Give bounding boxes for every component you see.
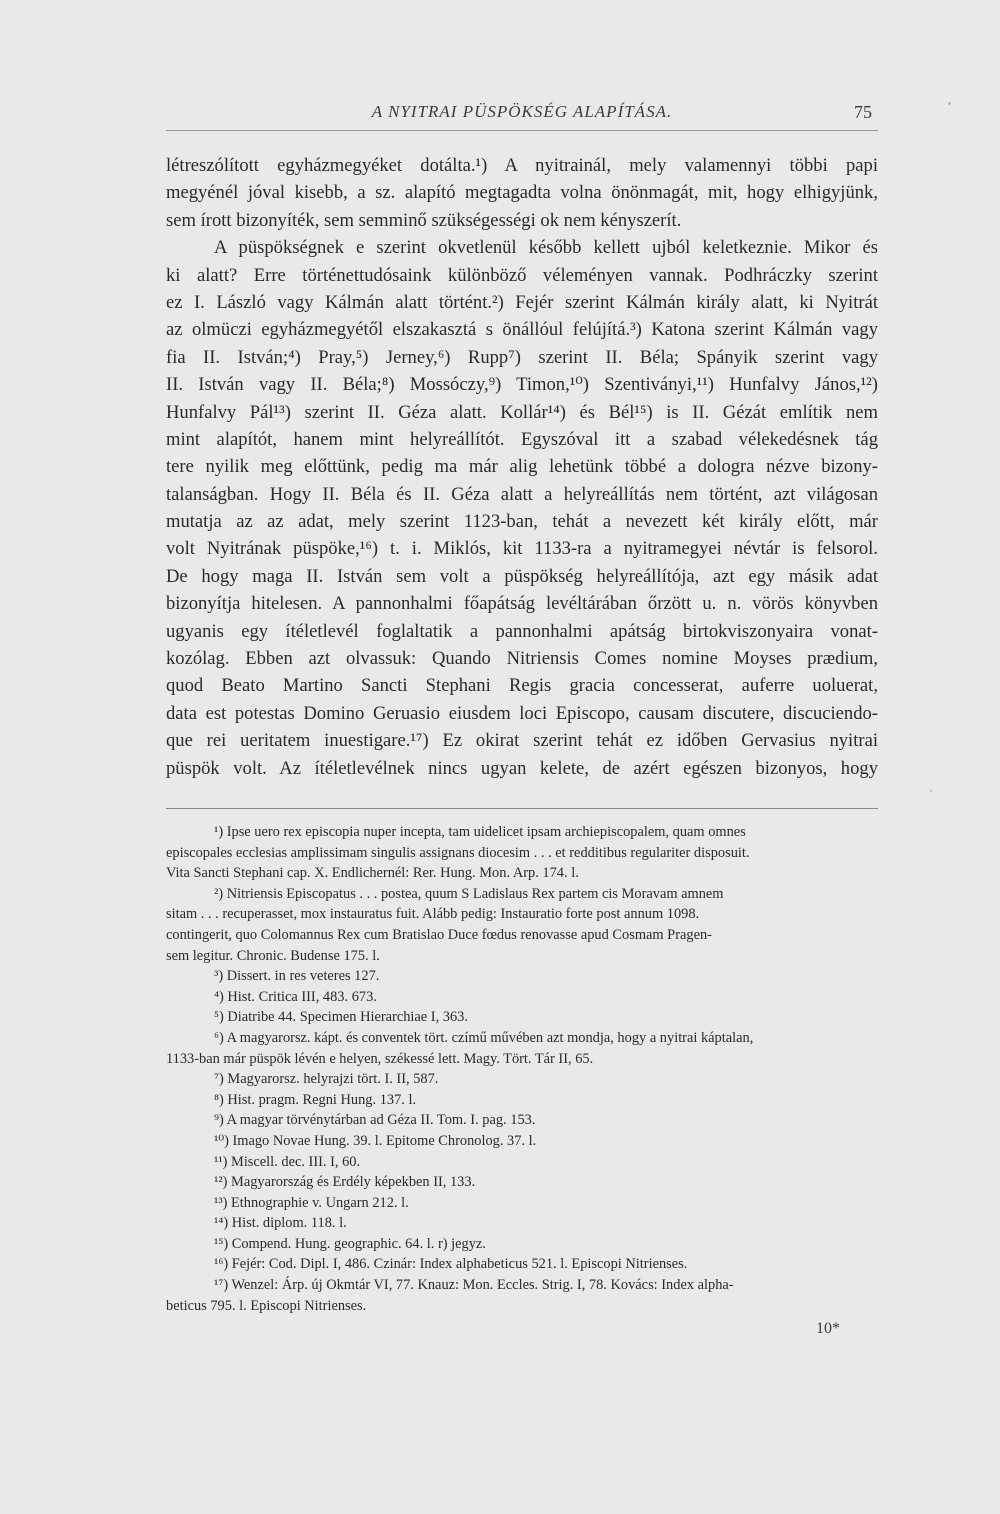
text-line: kozólag. Ebben azt olvassuk: Quando Nitriensis Comes nomine Moyses prædium, [166,648,878,670]
footnote-line: sem legitur. Chronic. Budense 175. l. [166,947,380,964]
footnote-line: sitam . . . recuperasset, mox instauratus fuit. Alább pedig: Instauratio forte post annum 1098. [166,906,700,923]
footnote-divider [166,808,878,809]
footnotes [166,822,878,1316]
text-line: az olmüczi egyházmegyétől elszakasztá s önállóul felújítá.³) Katona szerint Kálmán vagy [166,319,878,341]
text-line: megyénél jóval kisebb, a sz. alapító megtagadta volna önönmagát, mit, hogy elhigyjünk, [166,182,878,204]
footnote-line: episcopales ecclesias amplissimam singulis assignans diocesim . . . et redditibus regulariter disposuit. [166,844,750,861]
footnote-line: ¹) Ipse uero rex episcopia nuper incepta, tam uidelicet ipsam archiepiscopalem, quam omnes [214,824,746,840]
footnote-line: ¹⁴) Hist. diplom. 118. l. [214,1215,347,1232]
footnote-line: beticus 795. l. Episcopi Nitrienses. [166,1297,367,1314]
footnote-line: ¹²) Magyarország és Erdély képekben II, 133. [214,1174,476,1191]
footnote-line: ⁴) Hist. Critica III, 483. 673. [214,988,377,1005]
page-header [166,100,878,131]
footnote-line: contingerit, quo Colomannus Rex cum Bratislao Duce fœdus renovasse apud Cosmam Pragen- [166,926,712,943]
text-line: que rei ueritatem inuestigare.¹⁷) Ez okirat szerint tehát ez időben Gervasius nyitrai [166,730,878,752]
footnote-line: ⁵) Diatribe 44. Specimen Hierarchiae I, 363. [214,1009,468,1026]
main-text [166,152,878,782]
text-line: tere nyilik meg előttünk, pedig ma már alig lehetünk többé a dologra nézve bizony- [166,456,878,478]
running-title: A NYITRAI PÜSPÖKSÉG ALAPÍTÁSA. [371,102,673,121]
text-line: II. István vagy II. Béla;⁸) Mossóczy,⁹) Timon,¹⁰) Szentiványi,¹¹) Hunfalvy János,¹²) [166,374,878,396]
text-line: sem írott bizonyíték, sem semminő szükségességi ok nem kényszerít. [166,209,682,231]
footnote-line: ¹⁷) Wenzel: Árp. új Okmtár VI, 77. Knauz: Mon. Eccles. Strig. I, 78. Kovács: Index alpha- [214,1277,734,1294]
text-line: volt Nyitrának püspöke,¹⁶) t. i. Miklós, kit 1133-ra a nyitramegyei névtár is felsorol. [166,538,878,560]
footnote-line: Vita Sancti Stephani cap. X. Endlichernél: Rer. Hung. Mon. Arp. 174. l. [166,865,579,882]
footnote-line: ⁹) A magyar törvénytárban ad Géza II. Tom. I. pag. 153. [214,1112,536,1129]
footnote-line: ¹¹) Miscell. dec. III. I, 60. [214,1153,361,1170]
signature-mark: 10* [816,1320,840,1337]
text-line: data est potestas Domino Geruasio eiusdem loci Episcopo, causam discutere, discuciendo- [166,702,878,724]
text-line: fia II. István;⁴) Pray,⁵) Jerney,⁶) Rupp⁷) szerint II. Béla; Spányik szerint vagy [166,346,878,368]
text-line: mint alapítót, hanem mint helyreállítót. Egyszóval itt a szabad vélekedésnek tág [166,428,878,450]
footnote-line: 1133-ban már püspök lévén e helyen, székessé lett. Magy. Tört. Tár II, 65. [166,1050,594,1067]
text-line: ki alatt? Erre történettudósaink különböző véleményen vannak. Podhráczky szerint [166,264,878,286]
text-line: A püspökségnek e szerint okvetlenül később kellett ujból keletkeznie. Mikor és [214,237,878,259]
footnote-line: ³) Dissert. in res veteres 127. [214,968,380,985]
footnote-line: ¹⁰) Imago Novae Hung. 39. l. Epitome Chronolog. 37. l. [214,1132,537,1149]
footnote-line: ²) Nitriensis Episcopatus . . . postea, quum S Ladislaus Rex partem cis Moravam amnem [214,885,724,902]
paper-speck [930,790,932,792]
text-line: ugyanis egy ítéletlevél foglaltatik a pannonhalmi apátság birtokviszonyaira vonat- [166,620,878,642]
text-line: mutatja az az adat, mely szerint 1123-ban, tehát a nevezett két király előtt, már [166,511,878,533]
text-line: Hunfalvy Pál¹³) szerint II. Géza alatt. Kollár¹⁴) és Bél¹⁵) is II. Gézát említik nem [166,401,878,423]
footnote-line: ⁷) Magyarorsz. helyrajzi tört. I. II, 587. [214,1071,439,1088]
page-number: 75 [854,102,872,122]
footnote-line: ¹⁵) Compend. Hung. geographic. 64. l. r) jegyz. [214,1235,486,1252]
footnote-line: ¹⁶) Fejér: Cod. Dipl. I, 486. Czinár: Index alphabeticus 521. l. Episcopi Nitrienses. [214,1256,688,1273]
footnote-line: ⁸) Hist. pragm. Regni Hung. 137. l. [214,1091,417,1108]
text-line: ez I. László vagy Kálmán alatt történt.²) Fejér szerint Kálmán király alatt, ki Nyitrát [166,291,878,313]
footnote-line: ¹³) Ethnographie v. Ungarn 212. l. [214,1194,409,1211]
text-line: De hogy maga II. István sem volt a püspökség helyreállítója, azt egy másik adat [166,565,878,587]
footnote-line: ⁶) A magyarorsz. kápt. és conventek tört. czímű művében azt mondja, hogy a nyitrai káptalan, [214,1029,754,1046]
text-line: talanságban. Hogy II. Béla és II. Géza alatt a helyreállítás nem történt, azt világosan [166,483,878,505]
text-line: létreszólított egyházmegyéket dotálta.¹) A nyitrainál, mely valamennyi többi papi [166,155,878,176]
text-line: bizonyítja hitelesen. A pannonhalmi főapátság levéltárában őrzött u. n. vörös könyvben [166,593,878,615]
text-line: püspök volt. Az ítéletlevélnek nincs ugyan kelete, de azért egészen bizonyos, hogy [166,757,878,779]
paper-speck [948,102,951,105]
text-line: quod Beato Martino Sancti Stephani Regis gracia concesserat, auferre uoluerat, [166,675,878,697]
